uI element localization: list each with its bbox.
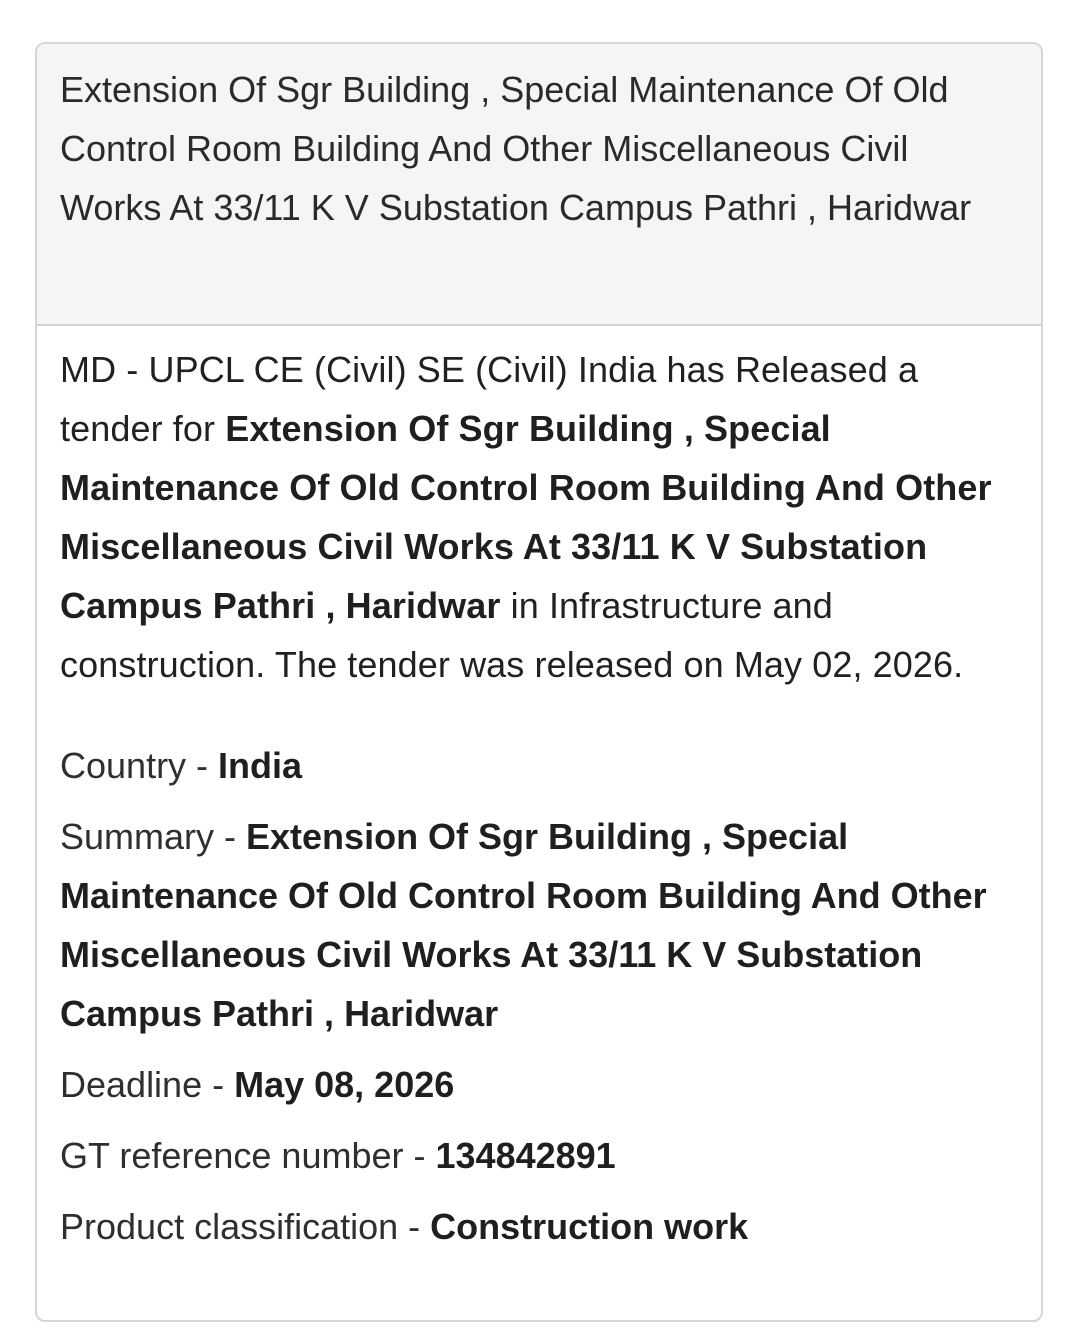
product-classification-label: Product classification - [60,1206,431,1247]
country-label: Country - [60,745,219,786]
summary-value: Extension Of Sgr Building , Special Maintenance Of Old Control Room Building And Other Miscellaneous Civil Works At 33/11 K V Substation Campus Pathri , Haridwar [60,816,987,1034]
tender-details [37,326,1041,1256]
country-field [60,736,1019,795]
description-suffix: in Infrastructure and construction. The tender was released on May 02, 2026. [60,585,964,685]
tender-title: Extension Of Sgr Building , Special Maintenance Of Old Control Room Building And Other Miscellaneous Civil Works At 33/11 K V Substation Campus Pathri , Haridwar [37,44,1041,326]
summary-field [60,807,1019,1043]
reference-number-value: 134842891 [435,1135,616,1176]
product-classification-value: Construction work [430,1206,749,1247]
summary-label: Summary - [60,816,247,857]
product-classification-field [60,1197,1019,1256]
description-bold-title: Extension Of Sgr Building , Special Maintenance Of Old Control Room Building And Other Miscellaneous Civil Works At 33/11 K V Substation Campus Pathri , Haridwar [60,408,992,626]
tender-description [60,340,1019,694]
description-prefix: MD - UPCL CE (Civil) SE (Civil) India has Released a tender for [60,349,919,449]
tender-card [35,42,1043,1322]
reference-number-field [60,1126,1019,1185]
deadline-value: May 08, 2026 [234,1064,455,1105]
reference-number-label: GT reference number - [60,1135,436,1176]
country-value: India [218,745,303,786]
deadline-label: Deadline - [60,1064,235,1105]
deadline-field [60,1055,1019,1114]
